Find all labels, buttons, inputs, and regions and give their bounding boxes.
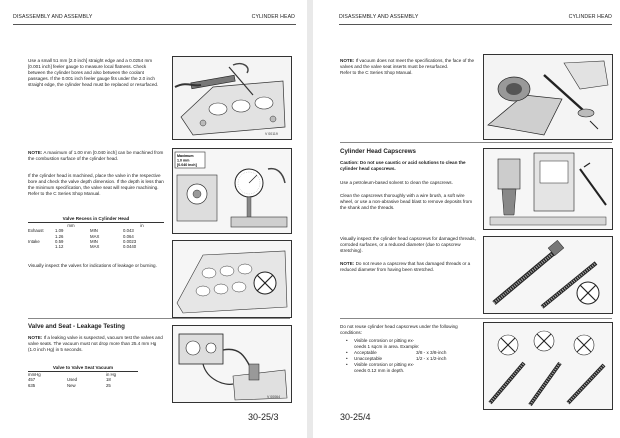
figure-straight-edge: [172, 56, 292, 140]
left-header-section: DISASSEMBLY AND ASSEMBLY: [13, 14, 93, 20]
table-row: Exhaust 1.09 MIN 0.043: [28, 228, 134, 234]
note-label: NOTE:: [28, 335, 43, 340]
vacuum-col-in: in Hg: [106, 372, 117, 377]
valve-depth-paragraph: If the cylinder head is machined, place the valve in the respective bore and check the valve depth dimension. If the depth is less than the minimum specification, the valve seat will require machining. Refer to the C Series Shop Manual.: [28, 173, 164, 197]
vacuum-table-title: Valve to Valve Seat Vacuum: [28, 365, 138, 372]
caution-text: Caution: Do not use caustic or acid solutions to clean the cylinder head capscrews.: [340, 160, 466, 172]
note-text: If vacuum does not meet the specifications, the face of the valves and the valve seat inserts must be resurfaced.: [340, 58, 475, 70]
left-header-chapter: CYLINDER HEAD: [251, 14, 295, 20]
figure-valve-inspection: [172, 240, 292, 318]
list-item: • Visible corrosion or pitting ex-: [346, 338, 415, 343]
section-divider: [340, 318, 612, 319]
wire-brush-paragraph: Clean the capscrews thoroughly with a wire brush, a soft wire wheel, or use a non-abrasive bead blast to remove deposits from the shank and the threads.: [340, 193, 473, 211]
left-page: [0, 0, 307, 438]
shop-manual-reference: Refer to the C Series Shop Manual.: [340, 70, 413, 76]
note-label: NOTE:: [28, 150, 43, 155]
capscrews-title: Cylinder Head Capscrews: [340, 148, 416, 155]
list-item: • Visible corrosion or pitting ex-: [346, 362, 415, 367]
resurface-note: [340, 58, 476, 76]
valve-inspection-illustration: [173, 241, 291, 317]
max-inch-label: [0.040 inch]: [177, 163, 197, 167]
figure-valve-depth-gauge: [172, 148, 292, 234]
dial-gauge-illustration: [173, 149, 291, 233]
section-divider: [340, 142, 612, 143]
machining-note: [28, 150, 164, 162]
resurfacing-illustration: [484, 55, 612, 139]
flatness-paragraph: Use a small 51 mm [2.0 inch] straight edge and a 0.0254 mm [0.001 inch] feeler gauge to measure local flatness. Check between the cylinder bores and also between the coolant passages. If the 0.001 inch feeler gauge fits under the 2.0 inch straight edge, the cylinder head must be replaced or resurfaced.: [28, 58, 159, 88]
vacuum-col-mm: mmHg: [28, 372, 41, 377]
note-label: NOTE:: [340, 261, 355, 266]
figure-vacuum-tester: [172, 325, 292, 403]
figure-capscrew-cleaning: [483, 148, 613, 230]
table-row: 1.12 MAX 0.0440: [55, 244, 137, 250]
capscrew-cleaning-illustration: [484, 149, 612, 229]
leakage-inspect-paragraph: Visually inspect the valves for indications of leakage or burning.: [28, 263, 157, 268]
max-label: Maximum: [177, 154, 194, 158]
list-item: • Acceptable 3/8 - x 3/8-inch: [346, 350, 447, 355]
list-item: • Unacceptable 1/2 - x 1/2-inch: [346, 356, 447, 361]
table-row: 457 Used 18: [28, 377, 111, 383]
figure-code-label: V 00064: [267, 395, 281, 399]
right-page-number: 30-25/4: [340, 412, 371, 422]
recess-col-mm: mm: [67, 223, 75, 228]
reuse-conditions-paragraph: Do not reuse cylinder head capscrews under the following conditions:: [340, 324, 458, 336]
solvent-paragraph: Use a petroleum-based solvent to clean the capscrews.: [340, 180, 453, 185]
leakage-testing-title: Valve and Seat - Leakage Testing: [28, 323, 125, 330]
figure-valve-resurfacing: [483, 54, 613, 140]
capscrew-reuse-note: [340, 261, 476, 273]
straight-edge-illustration: [173, 57, 291, 139]
list-item: ceeds 0.12 mm in depth.: [354, 368, 405, 373]
right-header-rule: [339, 24, 612, 25]
left-page-number: 30-25/3: [248, 412, 279, 422]
valve-recess-table: [28, 216, 164, 249]
table-row: Intake 0.59 MIN 0.0023: [28, 238, 137, 244]
note-text: A maximum of 1.00 mm [0.040 inch] can be machined from the combustion surface of the cylinder head.: [28, 150, 164, 162]
section-divider: [28, 318, 290, 319]
reuse-conditions-list: [346, 338, 478, 374]
recess-table-title: Valve Recess in Cylinder Head: [28, 216, 164, 223]
figure-capscrew-stretch: [483, 236, 613, 314]
list-item: ceeds 1 sqcm in area. Example:: [354, 344, 420, 349]
vacuum-test-note: [28, 335, 164, 353]
capscrew-inspect-paragraph: Visually inspect the cylinder head capscrews for damaged threads, corroded surfaces, or a reduced diameter (due to capscrew stretching).: [340, 236, 476, 254]
vacuum-table: [28, 365, 138, 388]
note-label: NOTE:: [340, 58, 355, 63]
right-header-chapter: CYLINDER HEAD: [568, 14, 612, 20]
recess-col-in: in: [140, 223, 144, 228]
corrosion-illustration: [484, 323, 612, 409]
max-mm-label: 1.0 mm: [177, 158, 190, 163]
left-header-rule: [13, 24, 296, 25]
note-text: Do not reuse a capscrew that has damaged threads or a reduced diameter from having been stretched.: [340, 261, 471, 273]
capscrew-stretch-illustration: [484, 237, 612, 313]
right-header-section: DISASSEMBLY AND ASSEMBLY: [339, 14, 419, 20]
figure-code-label: V 00119: [265, 132, 278, 136]
right-page: [313, 0, 620, 438]
note-text: If a leaking valve is suspected, vacuum test the valves and valve seats. The vacuum must not drop more than 25.4 mm Hg (1.0 inch Hg) in 5 seconds.: [28, 335, 163, 353]
vacuum-tester-illustration: [173, 326, 291, 402]
figure-capscrew-corrosion: [483, 322, 613, 410]
table-row: 1.26 MAX 0.064: [55, 233, 134, 239]
table-row: 635 New 25: [28, 382, 111, 388]
